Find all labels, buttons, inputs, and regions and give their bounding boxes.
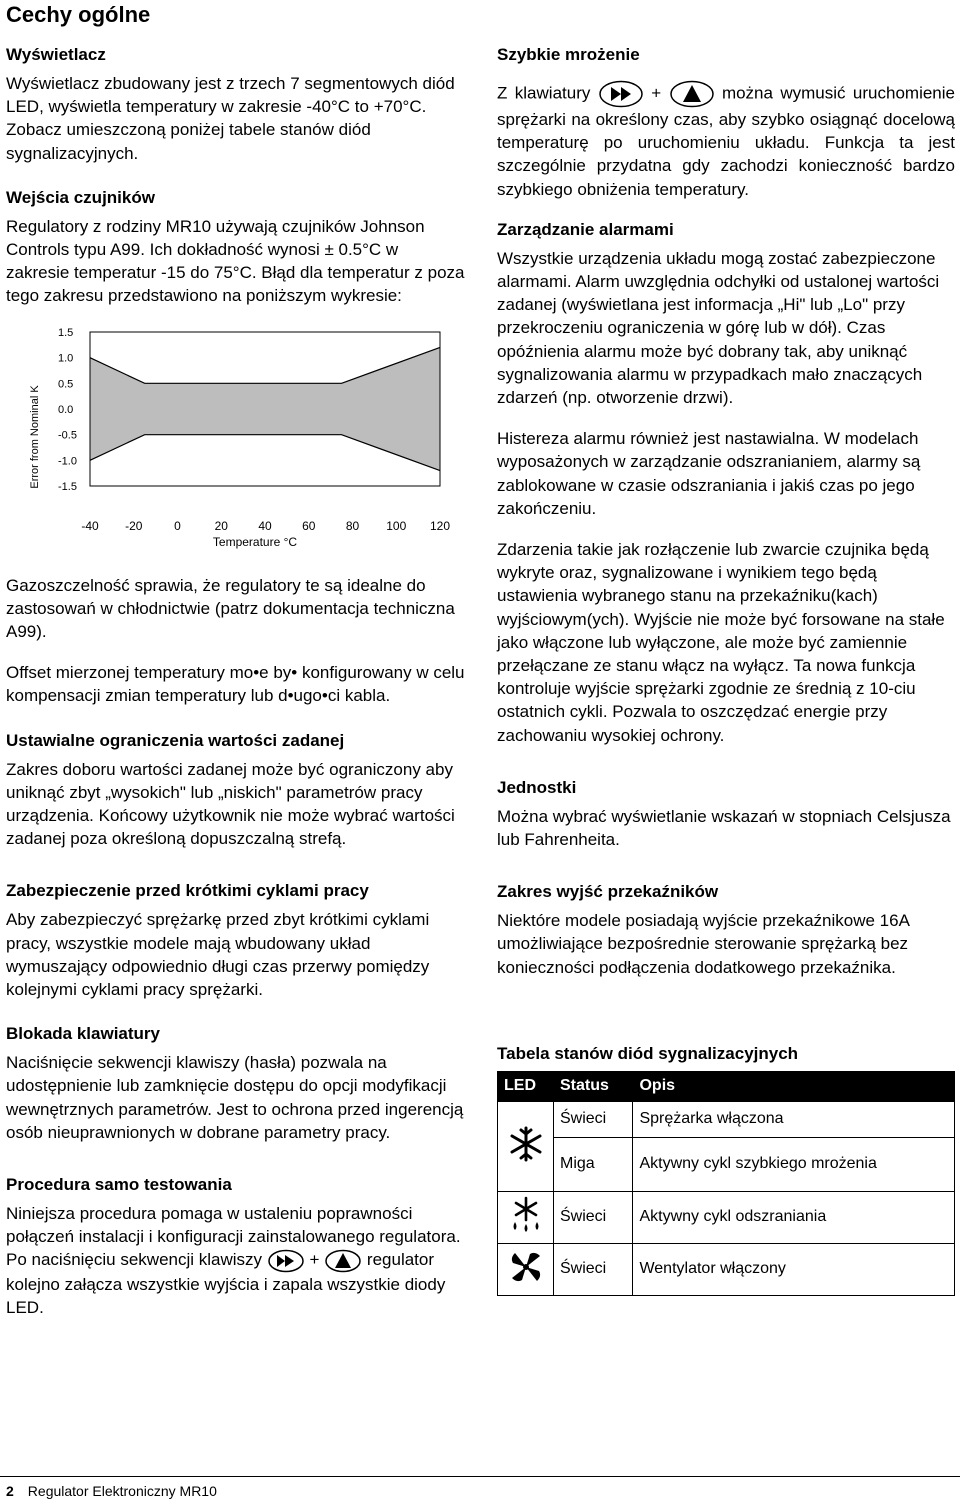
relays-heading: Zakres wyjść przekaźników: [497, 882, 719, 902]
x-tick-label: 40: [258, 518, 272, 533]
up-key-icon: [669, 80, 715, 108]
error-band: [90, 347, 440, 470]
display-text: Wyświetlacz zbudowany jest z trzech 7 segmentowych diód LED, wyświetla temperatury w zakresie -40°C to +70°C. Zobacz umieszczoną poniżej tabele stanów diód sygnalizacyjnych.: [6, 74, 455, 163]
left-column: [6, 44, 466, 1319]
table-row: [498, 1101, 955, 1137]
self-test-text: [6, 1202, 466, 1319]
setpoint-text: Zakres doboru wartości zadanej może być ograniczony aby uniknąć zbyt „wysokich" lub „niskich" parametrów pracy urządzenia. Końcowy użytkownik nie może wybrać wartości zadanej poza określoną dopuszczalną strefą.: [6, 759, 455, 849]
quick-freeze-text-before: Z klawiatury: [497, 83, 591, 103]
units-heading: Jednostki: [497, 777, 577, 797]
table-cell-status: Miga: [554, 1137, 633, 1191]
relays-text: Niektóre modele posiadają wyjście przekaźnikowe 16A umożliwiające bezpośrednie sterowanie sprężarką bez konieczności podłączenia dodatkowego przekaźnika.: [497, 911, 909, 977]
table-cell-status: Świeci: [554, 1243, 633, 1295]
x-tick-label: 20: [214, 518, 228, 533]
led-status-table: [497, 1071, 955, 1296]
table-cell-desc: Sprężarka włączona: [633, 1101, 955, 1137]
x-tick-label: 80: [345, 518, 360, 533]
page-number: 2: [6, 1483, 14, 1499]
setpoint-heading: Ustawialne ograniczenia wartości zadanej: [6, 730, 345, 750]
y-tick-label: 1.5: [58, 326, 74, 339]
x-tick-label: 100: [386, 518, 407, 533]
y-tick-label: 0.5: [58, 377, 74, 390]
table-cell-desc: Aktywny cykl odszraniania: [633, 1191, 955, 1243]
table-cell-desc: Aktywny cykl szybkiego mrożenia: [633, 1137, 955, 1191]
table-cell-status: Świeci: [554, 1101, 633, 1137]
y-tick-label: -1.5: [58, 480, 77, 493]
chart-xlabel: Temperature °C: [212, 534, 298, 549]
y-tick-label: 0.0: [58, 403, 74, 416]
table-row: [498, 1191, 955, 1243]
short-cycle-heading: Zabezpieczenie przed krótkimi cyklami pracy: [6, 881, 369, 901]
fan-icon: [507, 1248, 545, 1286]
snowflake-icon-cell: [498, 1101, 554, 1191]
quick-freeze-heading: Szybkie mrożenie: [497, 45, 640, 64]
chart-ylabel: Error from Nominal K: [29, 384, 41, 489]
alarms-heading: Zarządzanie alarmami: [497, 219, 674, 239]
fan-icon-cell: [498, 1243, 554, 1295]
footer-text: Regulator Elektroniczny MR10: [27, 1483, 217, 1499]
table-header-opis: Opis: [633, 1071, 955, 1101]
up-key-icon: [324, 1249, 362, 1273]
table-cell-desc: Wentylator włączony: [633, 1243, 955, 1295]
table-row: [498, 1243, 955, 1295]
sensors-heading: Wejścia czujników: [6, 187, 155, 207]
gas-tight-text: Gazoszczelność sprawia, że regulatory te są idealne do zastosowań w chłodnictwie (patrz dokumentacja techniczna A99).: [6, 575, 455, 642]
error-chart: [6, 324, 466, 560]
self-test-heading: Procedura samo testowania: [6, 1175, 232, 1195]
keypad-lock-heading: Blokada klawiatury: [6, 1024, 161, 1044]
quick-freeze-plus: +: [651, 83, 662, 103]
x-tick-label: 120: [429, 518, 451, 533]
short-cycle-text: Aby zabezpieczyć sprężarkę przed zbyt krótkimi cyklami pracy, wszystkie modele mają wbudowany układ wymuszający odpowiednio długi czas przerwy pomiędzy kolejnymi cyklami pracy sprężarki.: [6, 910, 430, 1000]
next-key-icon: [598, 80, 644, 108]
table-header-row: [498, 1071, 955, 1101]
sensors-text: Regulatory z rodziny MR10 używają czujników Johnson Controls typu A99. Ich dokładność wynosi ± 0.5°C w zakresie temperatur -15 do 75°C. Błąd dla temperatur z poza tego zakresu przedstawiono na poniższym wykresie:: [6, 216, 465, 306]
table-row: [498, 1137, 955, 1191]
page-footer: [0, 1476, 960, 1499]
next-key-icon: [267, 1249, 305, 1273]
table-header-led: LED: [498, 1071, 554, 1101]
snowflake-icon: [506, 1124, 546, 1164]
alarms-text-1: Wszystkie urządzenia układu mogą zostać zabezpieczone alarmami. Alarm uwzględnia odchyłki od ustalonej wartości zadanej (wyświetlana jest informacja „Hi" lub „Lo" przy przekroczeniu ograniczenia w górę lub w dół). Czas opóźnienia alarmu może być dobrany tak, aby uniknąć sygnalizowania alarmu w przypadkach mało znaczących zdarzeń (np. otworzenie drzwi).: [497, 248, 940, 408]
defrost-icon-cell: [498, 1191, 554, 1243]
y-tick-label: -0.5: [58, 429, 77, 442]
x-tick-label: 0: [174, 518, 181, 533]
right-column: [497, 44, 955, 1296]
self-test-text-after: regulator kolejno załącza wszystkie wyjścia i zapala wszystkie diody LED.: [6, 1250, 446, 1318]
units-text: Można wybrać wyświetlanie wskazań w stopniach Celsjusza lub Fahrenheita.: [497, 806, 951, 850]
defrost-icon: [506, 1196, 546, 1234]
self-test-plus: +: [309, 1250, 320, 1270]
alarms-text-3: Zdarzenia takie jak rozłączenie lub zwarcie czujnika będą wykryte oraz, sygnalizowane i wynikiem tego będą ustawienia wybranego stanu na przekaźniku(kach) wyjściowym(ych). Wyjście nie może być forsowane na stałe jako włączone lub wyłączone, ale może być zamiennie przełączane ze stanu włącz na wyłącz. Ta nowa funkcja kontroluje wyjście sprężarki zgodnie ze średnią z 10-ciu ostatnich cykli. Pozwala to oszczędzać energie przy zachowaniu wysokiej ochrony.: [497, 540, 945, 745]
error-chart-svg: [6, 324, 466, 560]
led-table-title: Tabela stanów diód sygnalizacyjnych: [497, 1043, 799, 1063]
table-cell-status: Świeci: [554, 1191, 633, 1243]
table-header-status: Status: [554, 1071, 633, 1101]
quick-freeze-text-after: można wymusić uruchomienie sprężarki na określony czas, aby szybko osiągnąć docelową temperaturę po uruchomieniu układu. Funkcja ta jest szczególnie przydatna gdy zachodzi konieczność bardzo szybkiego obniżenia temperatury.: [497, 83, 955, 199]
x-tick-label: -40: [81, 518, 99, 533]
y-tick-label: -1.0: [58, 454, 77, 467]
x-tick-label: -20: [125, 518, 143, 533]
quick-freeze-text: [497, 80, 955, 201]
y-tick-label: 1.0: [58, 352, 74, 365]
self-test-text-before: Niniejsza procedura pomaga w ustaleniu poprawności połączeń instalacji i konfiguracji zainstalowanego regulatora. Po naciśnięciu sekwencji klawiszy: [6, 1204, 461, 1270]
keypad-lock-text: Naciśnięcie sekwencji klawiszy (hasła) pozwala na udostępnienie lub zamknięcie dostępu do opcji modyfikacji wewnętrznych parametrów. Jest to ochrona przed ingerencją osób nieuprawnionych w dobrane parametry pracy.: [6, 1053, 464, 1142]
page-title: Cechy ogólne: [6, 2, 151, 27]
offset-text: Offset mierzonej temperatury mo•e by• konfigurowany w celu kompensacji zmian temperatury lub d•ugo•ci kabla.: [6, 663, 465, 706]
x-tick-label: 60: [302, 518, 316, 533]
alarms-text-2: Histereza alarmu również jest nastawialna. W modelach wyposażonych w zarządzanie odszranianiem, alarmy są zablokowane w czasie odszraniania i jakiś czas po jego zakończeniu.: [497, 429, 921, 518]
display-heading: Wyświetlacz: [6, 45, 106, 64]
